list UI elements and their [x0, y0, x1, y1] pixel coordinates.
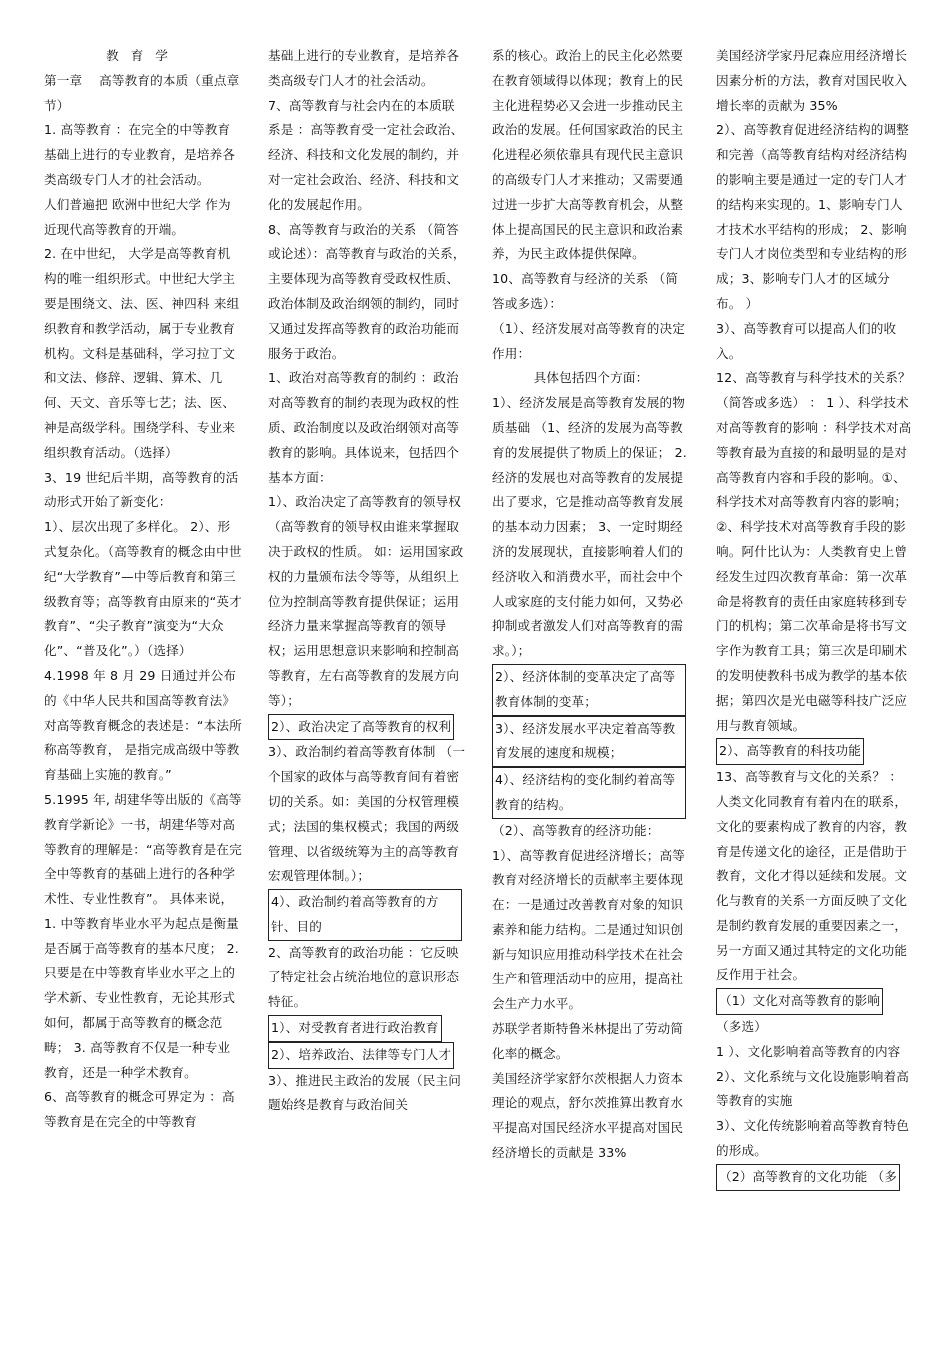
boxed-heading: 4）、经济结构的变化制约着高等教育的结构。 [492, 767, 686, 819]
paragraph: （1）、经济发展对高等教育的决定作用： [492, 320, 686, 361]
paragraph: 人们普遍把 欧洲中世纪大学 作为近现代高等教育的开端。 [44, 196, 231, 237]
paragraph: 2、高等教育的政治功能 ：它反映了特定社会占统治地位的意识形态特征。 [268, 944, 460, 1010]
boxed-heading: （1）文化对高等教育的影响 [716, 988, 883, 1015]
boxed-heading: （2）高等教育的文化功能 （多 [716, 1164, 900, 1191]
paragraph: 美国经济学家丹尼森应用经济增长因素分析的方法，教育对国民收入增长率的贡献为 35% [716, 48, 908, 113]
boxed-heading: 2）、高等教育的科技功能 [716, 738, 864, 765]
boxed-heading: 1）、对受教育者进行政治教育 [268, 1015, 442, 1042]
paragraph: 1）、层次出现了多样化。 2）、形式复杂化。（高等教育的概念由中世纪“大学教育”—中等后教育和第三级教育等；高等教育由原来的“英才教育”、“尖子教育”演变为“大众化”、“普及化”。）（选择） [44, 519, 242, 659]
paragraph: 5.1995 年, 胡建华等出版的《高等教育学新论》一书，胡建华等对高等教育的理解是：“高等教育是在完全中等教育的基础上进行的各种学术性、专业性教育”。 具体来说， 1. 中等教育毕业水平为起点是衡量是否属于高等教育的基本尺度； 2. 只要是在中等教育毕业水平之上的学术新、专业性教育，无论其形式如何，都属于高等教育的概念范畴； 3. 高等教育不仅是一种专业教育，还是一种学术教育。 [44, 791, 242, 1080]
paragraph: 4.1998 年 8 月 29 日通过并公布的《中华人民共和国高等教育法》对高等教育概念的表述是：“本法所称高等教育， 是指完成高级中等教育基础上实施的教育。” [44, 667, 242, 783]
paragraph: 1）、政治决定了高等教育的领导权（高等教育的领导权由谁来掌握取决于政权的性质。 如：运用国家政权的力量颁布法令等等，从组织上位为控制高等教育提供保证；运用经济力量来掌握高等教育的领导权；运用思想意识来影响和控制高等教育，左右高等教育的发展方向等）； [268, 494, 464, 708]
paragraph: 13、高等教育与文化的关系？ ：人类文化同教育有着内在的联系，文化的要素构成了教育的内容，教育是传递文化的途径，正是借助于教育，文化才得以延续和发展。文化与教育的关系一方面反映了文化是制约教育发展的重要因素之一，另一方面又通过其特定的文化功能反作用于社会。 [716, 769, 908, 983]
paragraph: （2）、高等教育的经济功能： [492, 822, 660, 838]
boxed-heading: 2）、培养政治、法律等专门人才 [268, 1042, 454, 1069]
boxed-heading: 3）、经济发展水平决定着高等教育发展的速度和规模； [492, 716, 686, 768]
paragraph: 3）、推进民主政治的发展（民主问题始终是教育与政治间关 [268, 1072, 462, 1113]
paragraph: 第一章 高等教育的本质（重点章节） [44, 72, 240, 113]
boxed-heading: 2）、经济体制的变革决定了高等教育体制的变革； [492, 664, 686, 716]
paragraph: 10、高等教育与经济的关系 （简答或多选）： [492, 271, 679, 311]
paragraph: 1 ）、文化影响着高等教育的内容 [716, 1043, 901, 1059]
paragraph: 1）、高等教育促进经济增长；高等教育对经济增长的贡献率主要体现在：一是通过改善教育对象的知识素养和能力结构。二是通过知识创新与知识应用推动科学技术在社会生产和管理活动中的应用，提高社会生产力水平。 [492, 847, 686, 1012]
paragraph: 2. 在中世纪， 大学是高等教育机构的唯一组织形式。中世纪大学主要是围绕文、法、医、神四科 来组织教育和教学活动，属于专业教育机构。文科是基础科，学习拉丁文和文法、修辞、逻辑、算术、几何、天文、音乐等七艺；法、医、神是高级学科。围绕学科、专业来组织教育活动。（选择） [44, 246, 240, 460]
paragraph: 2）、高等教育促进经济结构的调整和完善（高等教育结构对经济结构的影响主要是通过一定的专门人才的结构来实现的。1、影响专门人才技术水平结构的形成； 2、影响专门人才岗位类型和专业结构的形成；3、影响专门人才的区域分布。 ） [716, 122, 910, 311]
boxed-heading: 4）、政治制约着高等教育的方针、目的 [268, 889, 462, 941]
paragraph: 基础上进行的专业教育，是培养各类高级专门人才的社会活动。 [268, 48, 460, 88]
paragraph: 3）、政治制约着高等教育体制 （一个国家的政体与高等教育间有着密切的关系。如：美国的分权管理模式；法国的集权模式；我国的两级管理、以省级统筹为主的高等教育宏观管理体制。）； [268, 744, 466, 884]
paragraph: 1. 高等教育 ：在完全的中等教育基础上进行的专业教育，是培养各类高级专门人才的社会活动。 [44, 122, 236, 187]
boxed-heading: 2）、政治决定了高等教育的权利 [268, 714, 454, 741]
paragraph: 苏联学者斯特鲁米林提出了劳动简化率的概念。 [492, 1021, 684, 1061]
paragraph: 1）、经济发展是高等教育发展的物质基础 （1、经济的发展为高等教育的发展提供了物质上的保证； 2. 经济的发展也对高等教育的发展提出了要求，它是推动高等教育发展的基本动力因素； 3、一定时期经济的发展现状，直接影响着人们的经济收入和消费水平，而社会中个人或家庭的支付能力如何，又势必抑制或者激发人们对高等教育的需求。）； [492, 395, 687, 659]
paragraph: 3）、高等教育可以提高人们的收入。 [716, 320, 897, 361]
paragraph: 1、政治对高等教育的制约 ：政治对高等教育的制约表现为政权的性质、政治制度以及政治纲领对高等教育的影响。具体说来，包括四个基本方面： [268, 370, 460, 485]
paragraph: 6、高等教育的概念可界定为 ：高等教育是在完全的中等教育 [44, 1089, 235, 1130]
subheading: 具体包括四个方面： [533, 370, 649, 386]
paragraph: 2）、文化系统与文化设施影响着高等教育的实施 [716, 1068, 910, 1109]
paragraph: 系的核心。政治上的民主化必然要在教育领域得以体现；教育上的民主化进程势必又会进一步推动民主政治的发展。任何国家政治的民主化进程必须依靠具有现代民主意识的高级专门人才来推动；又需要通过进一步扩大高等教育机会，从整体上提高国民的民主意识和政治素养，为民主政体提供保障。 [492, 48, 684, 262]
column-3 [492, 44, 690, 1166]
paragraph: 3、19 世纪后半期，高等教育的活动形式开始了新变化： [44, 469, 239, 510]
document-title: 教育学 [106, 48, 180, 63]
paragraph: 8、高等教育与政治的关系 （简答或论述）：高等教育与政治的关系，主要体现为高等教育受政权性质、政治体制及政治纲领的制约，同时又通过发挥高等教育的政治功能而服务于政治。 [268, 221, 466, 361]
column-4 [716, 44, 912, 1191]
paragraph: 12、高等教育与科学技术的关系？（简答或多选） ： 1 ）、科学技术对高等教育的影响 ：科学技术对高等教育最为直接的和最明显的是对高等教育内容和手段的影响。①、科学技术对高等教育内容的影响； ②、科学技术对高等教育手段的影响。阿什比认为：人类教育史上曾经发生过四次教育革命：第一次革命是将教育的责任由家庭转移到专门的机构；第二次革命是将书写文字作为教育工具；第三次是印刷术的发明使教科书成为教学的基本依据；第四次是光电磁等科技广泛应用与教育领域。 [716, 370, 912, 733]
column-2 [268, 44, 466, 1118]
paragraph: 3）、文化传统影响着高等教育特色的形成。 [716, 1118, 910, 1159]
paragraph: （多选） [716, 1019, 767, 1035]
column-1 [44, 44, 242, 1135]
paragraph: 7、高等教育与社会内在的本质联系是 ：高等教育受一定社会政治、经济、科技和文化发展的制约，并对一定社会政治、经济、科技和文化的发展起作用。 [268, 97, 464, 212]
paragraph: 美国经济学家舒尔茨根据人力资本理论的观点，舒尔茨推算出教育水平提高对国民经济水平提高对国民经济增长的贡献是 33% [492, 1070, 684, 1161]
